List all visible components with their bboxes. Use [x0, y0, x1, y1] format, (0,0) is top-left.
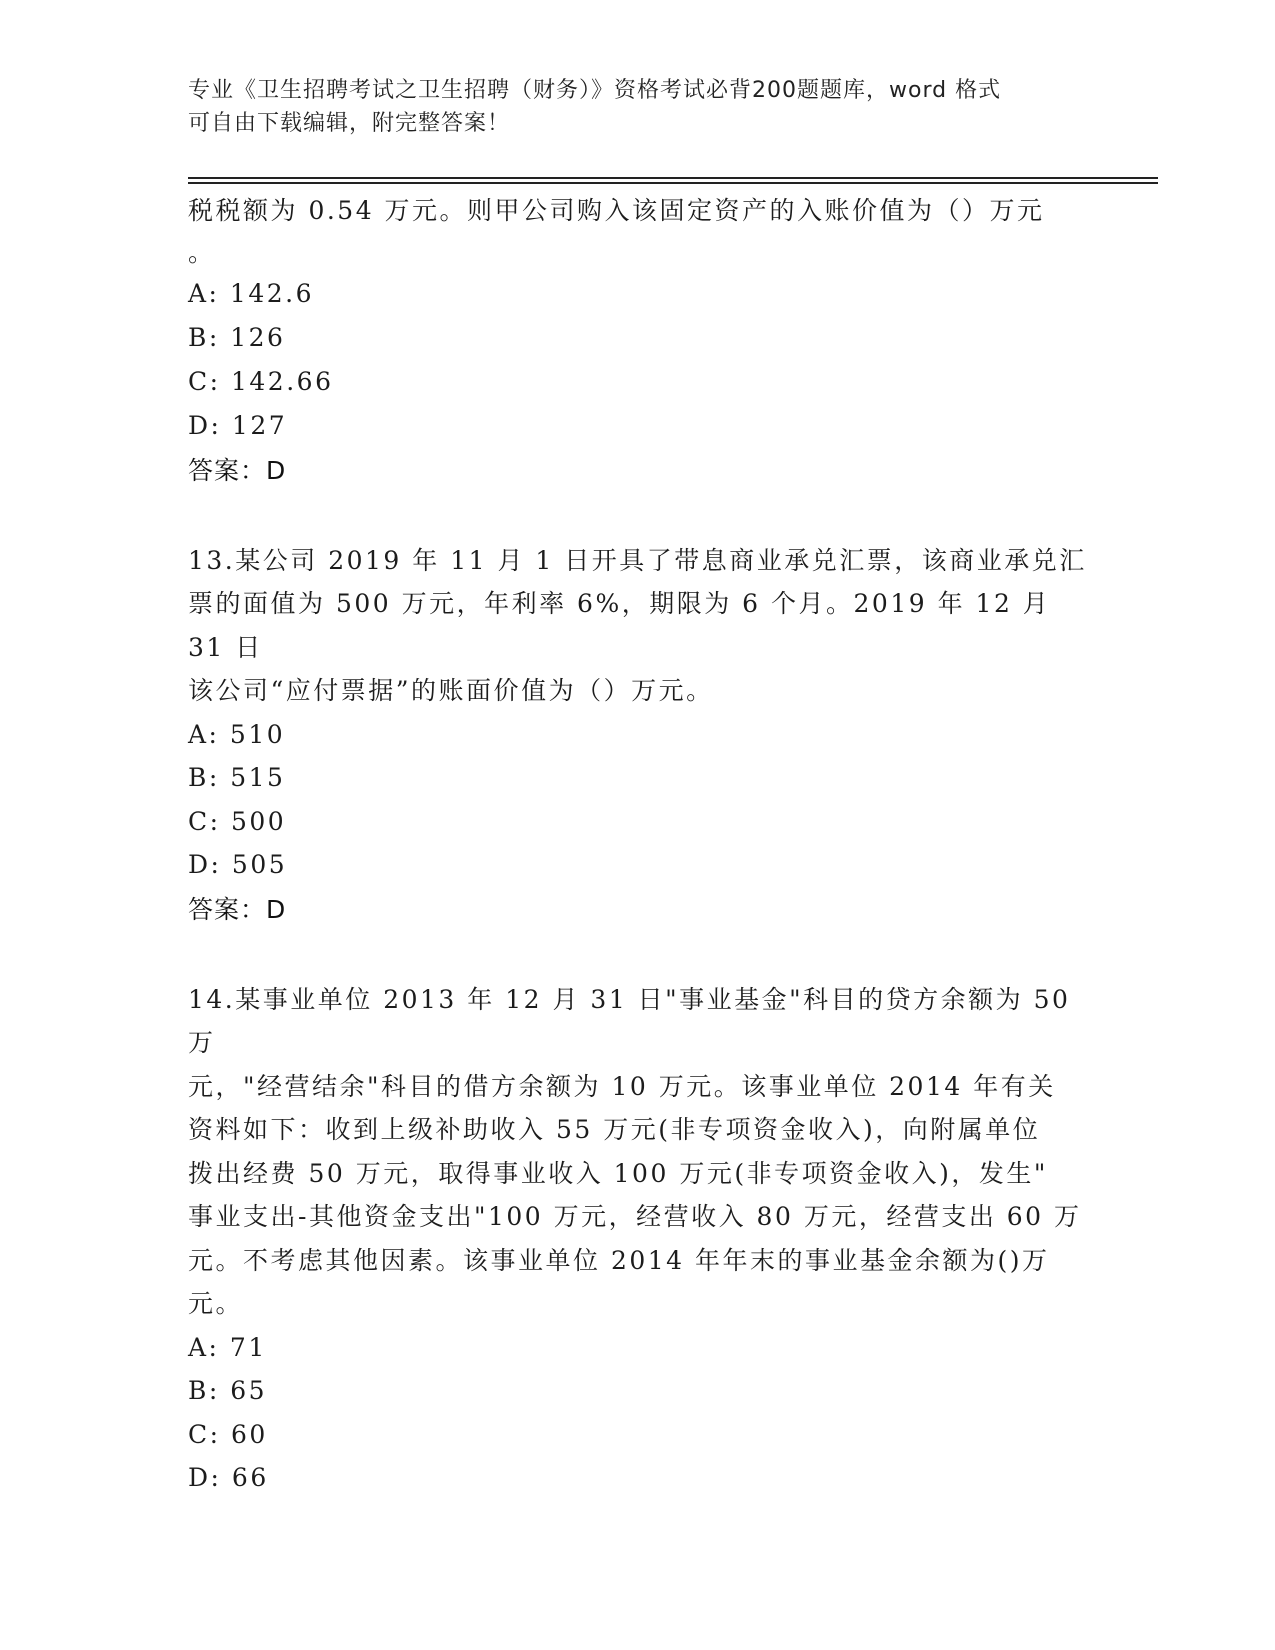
option-d: D: 127: [188, 410, 288, 440]
answer-label: 答案：D: [188, 455, 287, 485]
stem-line: 元。: [188, 1289, 244, 1318]
stem-line: 元。不考虑其他因素。该事业单位 2014 年年末的事业基金余额为()万: [188, 1245, 1050, 1275]
header-rule-top: [188, 177, 1158, 179]
option-d: D: 66: [188, 1463, 269, 1492]
stem-line: 资料如下：收到上级补助收入 55 万元(非专项资金收入)，向附属单位: [188, 1115, 1041, 1144]
option-b: B: 515: [188, 763, 286, 792]
header-line-1: 专业《卫生招聘考试之卫生招聘（财务）》资格考试必背200题题库，word 格式: [188, 78, 1002, 103]
option-a: A: 71: [188, 1332, 267, 1362]
header-rule-bottom: [188, 182, 1158, 184]
stem-line: 拨出经费 50 万元，取得事业收入 100 万元(非专项资金收入)，发生": [188, 1158, 1048, 1188]
stem-line: 元，"经营结余"科目的借方余额为 10 万元。该事业单位 2014 年有关: [188, 1071, 1056, 1101]
option-c: C: 60: [188, 1419, 268, 1449]
question-content: [188, 188, 1088, 1500]
document-header: [188, 74, 1088, 140]
option-d: D: 505: [188, 850, 288, 879]
stem-line: 13.某公司 2019 年 11 月 1 日开具了带息商业承兑汇票，该商业承兑汇: [188, 545, 1087, 575]
question-12-stem: [188, 188, 1088, 272]
stem-line: 事业支出-其他资金支出"100 万元，经营收入 80 万元，经营支出 60 万: [188, 1202, 1082, 1231]
question-13-stem: [188, 539, 1088, 713]
stem-line: 该公司“应付票据”的账面价值为（）万元。: [188, 676, 714, 705]
option-a: A: 510: [188, 719, 286, 749]
stem-line: 14.某事业单位 2013 年 12 月 31 日"事业基金"科目的贷方余额为 50 万: [188, 984, 1081, 1057]
stem-line: 。: [188, 237, 216, 267]
spacer: [188, 932, 1088, 978]
option-c: C: 500: [188, 806, 287, 836]
option-c: C: 142.66: [188, 366, 334, 396]
option-b: B: 126: [188, 322, 286, 352]
question-13: [188, 539, 1088, 932]
option-a: A: 142.6: [188, 278, 314, 308]
question-14: [188, 978, 1088, 1500]
answer-label: 答案：D: [188, 894, 287, 924]
stem-line: 票的面值为 500 万元，年利率 6%，期限为 6 个月。2019 年 12 月 31 日: [188, 589, 1061, 662]
question-14-stem: [188, 978, 1088, 1326]
question-12: [188, 188, 1088, 493]
option-b: B: 65: [188, 1376, 268, 1405]
spacer: [188, 493, 1088, 539]
stem-line: 税税额为 0.54 万元。则甲公司购入该固定资产的入账价值为（）万元: [188, 196, 1045, 225]
header-line-2: 可自由下载编辑，附完整答案！: [188, 111, 511, 136]
